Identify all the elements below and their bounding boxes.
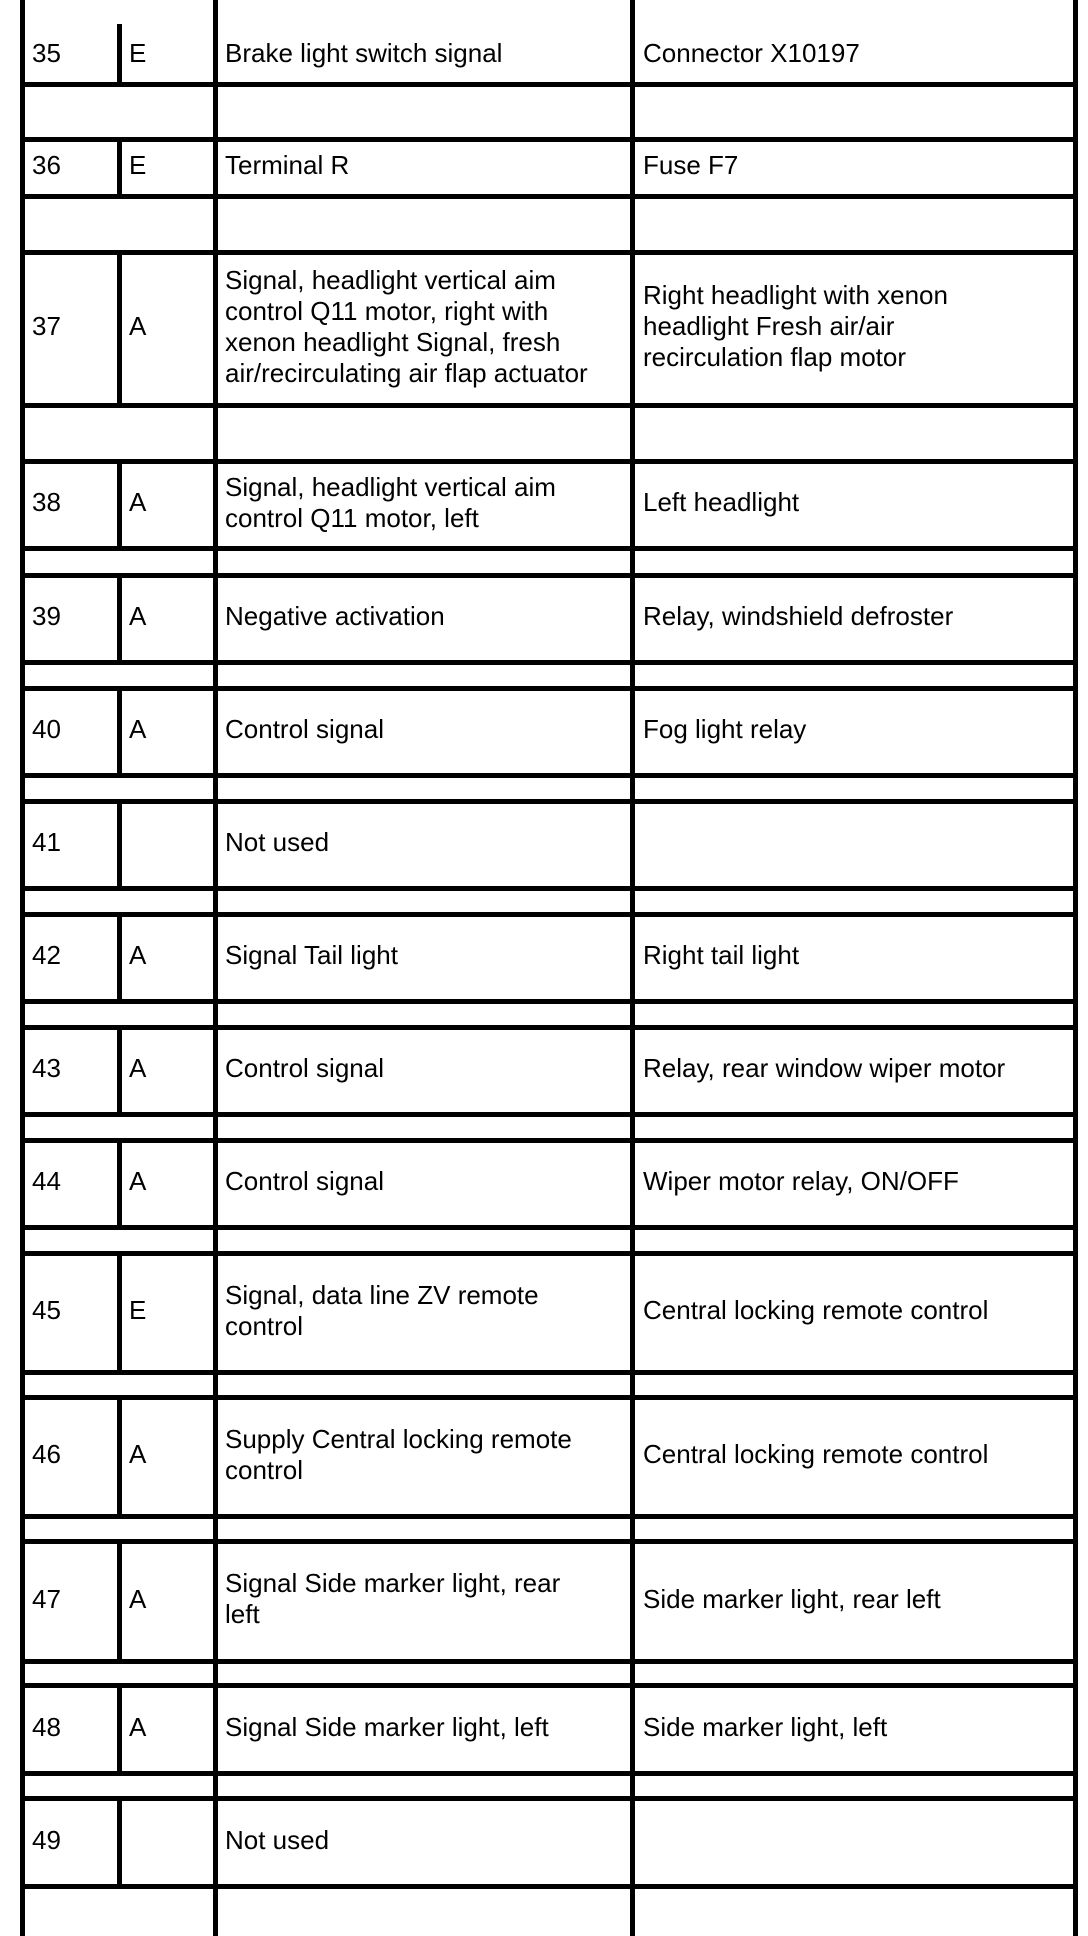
- component-cell-text: Central locking remote control: [643, 1295, 989, 1325]
- row-border-bottom: [20, 194, 1078, 199]
- pin-number-cell-text: 40: [32, 714, 61, 744]
- column-divider-io: [117, 573, 122, 660]
- description-cell-text: Not used: [225, 827, 330, 857]
- io-type-cell-text: A: [129, 1166, 147, 1196]
- component-cell: [643, 1796, 1069, 1884]
- column-divider-io: [117, 24, 122, 82]
- io-type-cell-text: A: [129, 311, 147, 341]
- column-divider-io: [117, 1138, 122, 1225]
- io-type-cell: [129, 1025, 209, 1112]
- pin-number-cell: [32, 912, 113, 999]
- io-type-cell-text: A: [129, 1439, 147, 1469]
- description-cell: [225, 799, 626, 886]
- io-type-cell-text: A: [129, 487, 147, 517]
- io-type-cell: [129, 573, 209, 660]
- column-divider-io: [117, 799, 122, 886]
- pin-number-cell: [32, 1539, 113, 1659]
- component-cell-text: Fuse F7: [643, 150, 739, 180]
- description-cell-text: Not used: [225, 1824, 330, 1855]
- pin-number-cell: [32, 573, 113, 660]
- component-cell: [643, 686, 1069, 773]
- io-type-cell-text: E: [129, 150, 147, 180]
- column-divider-io: [117, 1539, 122, 1659]
- column-divider-io: [117, 1251, 122, 1370]
- row-border-bottom: [20, 660, 1078, 665]
- component-cell: [643, 1395, 1069, 1514]
- row-border-bottom: [20, 82, 1078, 87]
- pin-number-cell-text: 35: [32, 37, 61, 68]
- io-type-cell-text: E: [129, 1295, 147, 1325]
- component-cell: [643, 912, 1069, 999]
- io-type-cell-text: A: [129, 714, 147, 744]
- component-cell-text: Relay, windshield defroster: [643, 601, 954, 631]
- description-cell: [225, 1251, 626, 1370]
- description-cell-text: Signal, headlight vertical aim control Q11 motor, right with xenon headlight Signal, fresh air/recirculating air flap actuator: [225, 264, 588, 388]
- row-border-bottom: [20, 403, 1078, 408]
- pin-number-cell: [32, 24, 113, 82]
- row-border-bottom: [20, 1771, 1078, 1776]
- pin-number-cell-text: 48: [32, 1711, 61, 1742]
- pin-number-cell-text: 49: [32, 1824, 61, 1855]
- description-cell: [225, 686, 626, 773]
- description-cell: [225, 573, 626, 660]
- io-type-cell: [129, 24, 209, 82]
- column-divider-io: [117, 137, 122, 194]
- description-cell: [225, 1796, 626, 1884]
- table-border-left: [20, 0, 25, 1936]
- column-divider-io: [117, 1395, 122, 1514]
- io-type-cell: [129, 912, 209, 999]
- description-cell-text: Signal, data line ZV remote control: [225, 1279, 539, 1341]
- row-border-bottom: [20, 546, 1078, 551]
- io-type-cell-text: A: [129, 1711, 147, 1742]
- row-border-bottom: [20, 1884, 1078, 1889]
- column-divider-io: [117, 1025, 122, 1112]
- pin-number-cell-text: 46: [32, 1439, 61, 1469]
- component-cell: [643, 1251, 1069, 1370]
- row-border-bottom: [20, 1225, 1078, 1230]
- description-cell-text: Negative activation: [225, 601, 445, 631]
- description-cell: [225, 1539, 626, 1659]
- io-type-cell-text: A: [129, 601, 147, 631]
- component-cell-text: Left headlight: [643, 487, 800, 517]
- pin-number-cell: [32, 1395, 113, 1514]
- pin-number-cell-text: 36: [32, 150, 61, 180]
- pin-number-cell: [32, 459, 113, 546]
- component-cell-text: Side marker light, left: [643, 1711, 888, 1742]
- row-border-bottom: [20, 1112, 1078, 1117]
- component-cell: [643, 1138, 1069, 1225]
- description-cell-text: Terminal R: [225, 150, 350, 180]
- pin-number-cell-text: 45: [32, 1295, 61, 1325]
- component-cell: [643, 799, 1069, 886]
- column-divider-io: [117, 459, 122, 546]
- pin-number-cell: [32, 1251, 113, 1370]
- column-divider-io: [117, 250, 122, 403]
- pin-number-cell: [32, 1025, 113, 1112]
- column-divider-description: [213, 0, 218, 1936]
- pin-number-cell: [32, 1683, 113, 1771]
- io-type-cell-text: A: [129, 1053, 147, 1083]
- column-divider-io: [117, 912, 122, 999]
- table-border-right: [1073, 0, 1078, 1936]
- component-cell-text: Right headlight with xenon headlight Fresh air/air recirculation flap motor: [643, 280, 948, 372]
- description-cell-text: Signal Side marker light, rear left: [225, 1568, 561, 1629]
- io-type-cell: [129, 1251, 209, 1370]
- row-border-bottom: [20, 999, 1078, 1004]
- component-cell-text: Wiper motor relay, ON/OFF: [643, 1166, 959, 1196]
- column-divider-io: [117, 686, 122, 773]
- component-cell: [643, 1683, 1069, 1771]
- description-cell: [225, 912, 626, 999]
- pin-number-cell-text: 43: [32, 1053, 61, 1083]
- description-cell: [225, 1683, 626, 1771]
- row-border-bottom: [20, 886, 1078, 891]
- pin-number-cell: [32, 686, 113, 773]
- io-type-cell: [129, 686, 209, 773]
- description-cell: [225, 1138, 626, 1225]
- component-cell-text: Connector X10197: [643, 37, 860, 68]
- row-border-bottom: [20, 773, 1078, 778]
- description-cell: [225, 24, 626, 82]
- component-cell-text: Relay, rear window wiper motor: [643, 1053, 1006, 1083]
- pin-number-cell: [32, 250, 113, 403]
- component-cell: [643, 250, 1069, 403]
- pin-number-cell-text: 41: [32, 827, 61, 857]
- io-type-cell: [129, 250, 209, 403]
- pin-number-cell-text: 39: [32, 601, 61, 631]
- component-cell-text: Side marker light, rear left: [643, 1583, 941, 1614]
- io-type-cell: [129, 137, 209, 194]
- description-cell: [225, 1395, 626, 1514]
- pin-number-cell-text: 47: [32, 1583, 61, 1614]
- pin-number-cell: [32, 1796, 113, 1884]
- component-cell: [643, 1539, 1069, 1659]
- description-cell: [225, 137, 626, 194]
- description-cell-text: Control signal: [225, 1166, 384, 1196]
- column-divider-io: [117, 1683, 122, 1771]
- description-cell-text: Control signal: [225, 714, 384, 744]
- component-cell: [643, 137, 1069, 194]
- component-cell: [643, 1025, 1069, 1112]
- io-type-cell-text: E: [129, 37, 147, 68]
- description-cell-text: Signal, headlight vertical aim control Q11 motor, left: [225, 471, 556, 533]
- column-divider-io: [117, 1796, 122, 1884]
- io-type-cell-text: A: [129, 1583, 147, 1614]
- column-divider-component: [630, 0, 635, 1936]
- row-border-bottom: [20, 1514, 1078, 1519]
- pin-number-cell-text: 38: [32, 487, 61, 517]
- row-border-bottom: [20, 1370, 1078, 1375]
- component-cell-text: Fog light relay: [643, 714, 807, 744]
- io-type-cell: [129, 1138, 209, 1225]
- description-cell-text: Signal Tail light: [225, 940, 398, 970]
- component-cell-text: Central locking remote control: [643, 1439, 989, 1469]
- pin-number-cell: [32, 137, 113, 194]
- io-type-cell: [129, 459, 209, 546]
- component-cell-text: Right tail light: [643, 940, 800, 970]
- description-cell-text: Control signal: [225, 1053, 384, 1083]
- description-cell-text: Signal Side marker light, left: [225, 1711, 549, 1742]
- pin-number-cell-text: 37: [32, 311, 61, 341]
- description-cell: [225, 459, 626, 546]
- description-cell-text: Supply Central locking remote control: [225, 1423, 572, 1485]
- io-type-cell: [129, 799, 209, 886]
- pin-number-cell-text: 44: [32, 1166, 61, 1196]
- pin-number-cell-text: 42: [32, 940, 61, 970]
- description-cell: [225, 250, 626, 403]
- description-cell-text: Brake light switch signal: [225, 37, 503, 68]
- pin-number-cell: [32, 799, 113, 886]
- row-border-bottom: [20, 1659, 1078, 1664]
- io-type-cell: [129, 1395, 209, 1514]
- component-cell: [643, 459, 1069, 546]
- component-cell: [643, 24, 1069, 82]
- io-type-cell: [129, 1683, 209, 1771]
- component-cell: [643, 573, 1069, 660]
- io-type-cell: [129, 1796, 209, 1884]
- pin-number-cell: [32, 1138, 113, 1225]
- description-cell: [225, 1025, 626, 1112]
- io-type-cell-text: A: [129, 940, 147, 970]
- io-type-cell: [129, 1539, 209, 1659]
